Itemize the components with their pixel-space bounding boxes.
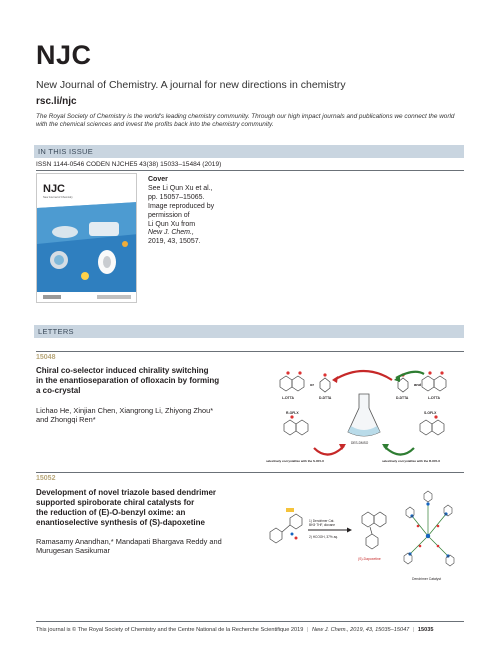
label-bottom-right: selectively cocrystallize with the R-OFLX: [382, 459, 441, 463]
rsc-description: The Royal Society of Chemistry is the world's leading chemistry community. Through our high impact journals and publications we connect the world with the chemical sciences and invest the profits back into the chemistry community.: [36, 113, 455, 129]
article-page-number[interactable]: 15048: [36, 354, 56, 361]
cover-caption-line: permission of: [148, 211, 190, 219]
label-d-dtta-mid: D-DTTA: [319, 396, 332, 400]
label-s-oflx: S-OFLX: [424, 411, 437, 415]
page-footer: This journal is © The Royal Society of Chemistry and the Centre National de la Recherche Scientifique 2019 | New J. Chem., 2019, 43, 15035–15047 | 15035: [36, 627, 434, 633]
label-step1: 1) Dendrimer Cat.: [309, 519, 335, 523]
article-title[interactable]: [36, 366, 251, 396]
article-authors-line: Murugesan Sasikumar: [36, 546, 110, 556]
label-step1b: BH3·THF, dioxane: [309, 523, 336, 527]
cover-thumb-subtitle: New Journal of Chemistry: [43, 196, 73, 199]
article-authors: [36, 537, 251, 556]
article-divider: [36, 472, 464, 473]
article-title-line: Chiral co-selector induced chirality switching: [36, 366, 209, 375]
cover-caption-line: See Li Qun Xu et al.,: [148, 184, 213, 192]
article-authors-line: and Zhongqi Ren*: [36, 415, 96, 425]
cover-caption-line: Image reproduced by: [148, 202, 215, 210]
article-divider: [36, 351, 464, 352]
label-bottom-left: selectively cocrystallize with the S-OFLX: [266, 459, 325, 463]
graphical-abstract[interactable]: [262, 486, 464, 586]
article-title[interactable]: [36, 488, 261, 528]
article-title-line: a co-crystal: [36, 386, 81, 395]
label-catalyst: Dendrimer Catalyst: [412, 577, 442, 581]
cover-caption-line: pp. 15057–15065.: [148, 193, 205, 201]
label-product: (S)-Dapoxetine: [358, 557, 381, 561]
issn-coden-line: ISSN 1144-0546 CODEN NJCHE5 43(38) 15033–15484 (2019): [36, 161, 222, 168]
article-title-line: Development of novel triazole based dendrimer: [36, 488, 217, 497]
divider-rule: [36, 170, 464, 171]
cover-caption-line: Li Qun Xu from: [148, 220, 196, 228]
article-authors-line: Lichao He, Xinjian Chen, Xiangrong Li, Zhiyong Zhou*: [36, 406, 214, 415]
footer-page-number: 15035: [417, 627, 434, 633]
footer-copyright: This journal is © The Royal Society of Chemistry and the Centre National de la Recherche Scientifique 2019: [36, 627, 304, 633]
cover-caption-title: Cover: [148, 176, 168, 183]
article-authors-line: Ramasamy Anandhan,* Mandapati Bhargava Reddy and: [36, 537, 222, 546]
journal-full-title: New Journal of Chemistry. A journal for new directions in chemistry: [36, 79, 346, 91]
label-step2: 2) HCOOH, 37% aq.: [309, 535, 339, 539]
footer-citation: New J. Chem., 2019, 43, 15035–15047: [311, 627, 410, 633]
cover-caption-line: 2019, 43, 15057.: [148, 238, 201, 246]
journal-url-link[interactable]: rsc.li/njc: [36, 96, 77, 107]
graphical-abstract[interactable]: [264, 364, 464, 469]
label-and: and: [414, 382, 422, 387]
label-or: or: [310, 382, 314, 387]
article-title-line: the reduction of (E)-O-benzyl oxime: an: [36, 508, 186, 517]
cover-caption-line: New J. Chem.,: [148, 229, 194, 237]
cover-caption: [148, 176, 238, 247]
article-title-line: enantioselective synthesis of (S)-dapoxetine: [36, 518, 205, 527]
label-l-dtta-left: L-DTTA: [282, 396, 294, 400]
section-header-in-this-issue: IN THIS ISSUE: [34, 145, 464, 158]
article-title-line: supported spiroborate chiral catalysts for: [36, 498, 195, 507]
article-title-line: in the enantioseparation of ofloxacin by forming: [36, 376, 220, 385]
label-d-dtta-right: D-DTTA: [396, 396, 409, 400]
label-flask: DES-DMSO: [351, 441, 369, 445]
label-l-dtta-right: L-DTTA: [428, 396, 440, 400]
cover-image[interactable]: [36, 173, 137, 303]
cover-thumb-abbrev: NJC: [43, 183, 66, 195]
label-r-oflx: R-OFLX: [286, 411, 299, 415]
cover-artwork: [37, 174, 137, 303]
footer-divider: [36, 621, 464, 622]
article-page-number[interactable]: 15052: [36, 475, 56, 482]
section-header-letters: LETTERS: [34, 325, 464, 338]
journal-abbreviation: NJC: [36, 40, 92, 70]
article-authors: [36, 406, 251, 425]
